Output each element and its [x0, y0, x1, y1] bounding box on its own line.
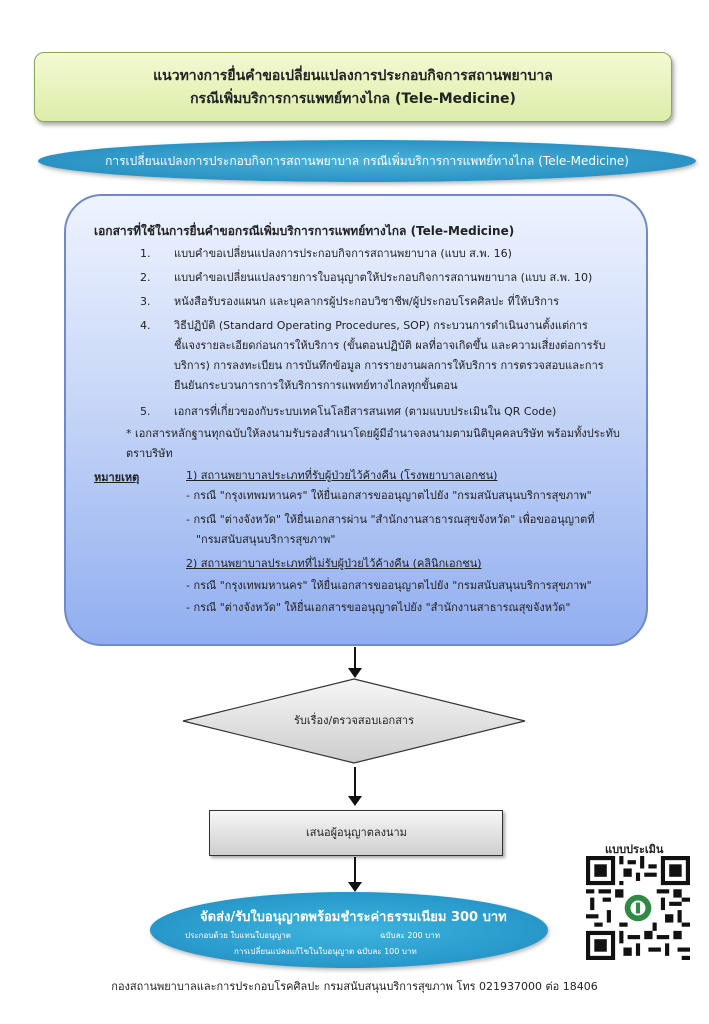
remark-group-2-title: 2) สถานพยาบาลประเภทที่ไม่รับผู้ป่วยไว้ค้างคืน (คลินิกเอกชน): [186, 557, 482, 570]
flow-arrow-line: [354, 767, 356, 797]
remarks-label: หมายเหตุ: [94, 471, 140, 484]
document-number: 5.: [140, 405, 151, 418]
fee-line-replacement: ประกอบด้วย ใบแทนใบอนุญาต: [185, 931, 291, 940]
remark-line: - กรณี "กรุงเทพมหานคร" ให้ยื่นเอกสารขออนุญาตไปยัง "กรมสนับสนุนบริการสุขภาพ": [186, 579, 592, 592]
arrow-down-icon: [348, 796, 362, 806]
qr-code-icon[interactable]: [586, 856, 690, 960]
document-text: แบบคำขอเปลี่ยนแปลงรายการใบอนุญาตให้ประกอบกิจการสถานพยาบาล (แบบ ส.พ. 10): [174, 271, 593, 284]
fee-line-replacement-amount: ฉบับละ 200 บาท: [380, 931, 441, 940]
document-number: 1.: [140, 247, 151, 260]
final-step-oval: [150, 892, 548, 968]
remark-line: - กรณี "ต่างจังหวัด" ให้ยื่นเอกสารผ่าน "สำนักงานสาธารณสุขจังหวัด" เพื่อขออนุญาตที่: [186, 513, 595, 526]
footer-contact: กองสถานพยาบาลและการประกอบโรคศิลปะ กรมสนับสนุนบริการสุขภาพ โทร 021937000 ต่อ 18406: [111, 980, 598, 993]
remark-line: - กรณี "กรุงเทพมหานคร" ให้ยื่นเอกสารขออนุญาตไปยัง "กรมสนับสนุนบริการสุขภาพ": [186, 489, 592, 502]
documents-box: [64, 194, 648, 646]
remark-line: - กรณี "ต่างจังหวัด" ให้ยื่นเอกสารขออนุญาตไปยัง "สำนักงานสาธารณสุขจังหวัด": [186, 601, 571, 614]
certification-note: * เอกสารหลักฐานทุกฉบับให้ลงนามรับรองสำเนาโดยผู้มีอำนาจลงนามตามนิติบุคคลบริษัท พร้อมทั้งประทับตราบริษัท: [126, 427, 620, 460]
title-line-2: กรณีเพิ่มบริการการแพทย์ทางไกล (Tele-Medicine): [190, 91, 516, 107]
process-banner: การเปลี่ยนแปลงการประกอบกิจการสถานพยาบาล กรณีเพิ่มบริการการแพทย์ทางไกล (Tele-Medicine): [38, 140, 696, 182]
document-number: 4.: [140, 319, 151, 332]
documents-heading: เอกสารที่ใช้ในการยื่นคำขอกรณีเพิ่มบริการการแพทย์ทางไกล (Tele-Medicine): [94, 224, 515, 238]
remark-group-1-title: 1) สถานพยาบาลประเภทที่รับผู้ป่วยไว้ค้างคืน (โรงพยาบาลเอกชน): [186, 469, 498, 482]
document-text: เอกสารที่เกี่ยวของกับระบบเทคโนโลยีสารสนเทศ (ตามแบบประเมินใน QR Code): [174, 405, 557, 418]
title-line-1: แนวทางการยื่นคำขอเปลี่ยนแปลงการประกอบกิจการสถานพยาบาล: [153, 68, 553, 84]
title-box: [34, 52, 672, 122]
document-text: วิธีปฏิบัติ (Standard Operating Procedures, SOP) กระบวนการดำเนินงานตั้งแต่การชี้แจงรายละเอียดก่อนการให้บริการ (ขั้นตอนปฏิบัติ ผลที่อาจเกิดขึ้น และความเสี่ยงต่อการรับบริการ) การลงทะเบียน การบันทึกข้อมูล การรายงานผลการให้บริการ การตรวจสอบและการยืนยันกระบวนการการให้บริการการแพทย์ทางไกลทุกขั้นตอน: [174, 319, 606, 392]
step-receive-check: รับเรื่อง/ตรวจสอบเอกสาร: [293, 714, 415, 727]
arrow-down-icon: [348, 882, 362, 892]
remark-line: "กรมสนับสนุนบริการสุขภาพ": [196, 533, 336, 546]
step-propose-sign: เสนอผู้อนุญาตลงนาม: [209, 810, 503, 856]
document-text: แบบคำขอเปลี่ยนแปลงการประกอบกิจการสถานพยาบาล (แบบ ส.พ. 16): [174, 247, 512, 260]
document-number: 3.: [140, 295, 151, 308]
flow-arrow-line: [354, 857, 356, 883]
document-number: 2.: [140, 271, 151, 284]
flow-arrow-line: [354, 647, 356, 669]
document-text: หนังสือรับรองแผนก และบุคลากรผู้ประกอบวิชาชีพ/ผู้ประกอบโรคศิลปะ ที่ให้บริการ: [174, 295, 560, 308]
qr-label: แบบประเมิน: [605, 843, 664, 856]
final-step-title: จัดส่ง/รับใบอนุญาตพร้อมชำระค่าธรรมเนียม 300 บาท: [200, 910, 507, 925]
fee-line-amendment: การเปลี่ยนแปลงแก้ไขในใบอนุญาต ฉบับละ 100 บาท: [234, 947, 417, 956]
